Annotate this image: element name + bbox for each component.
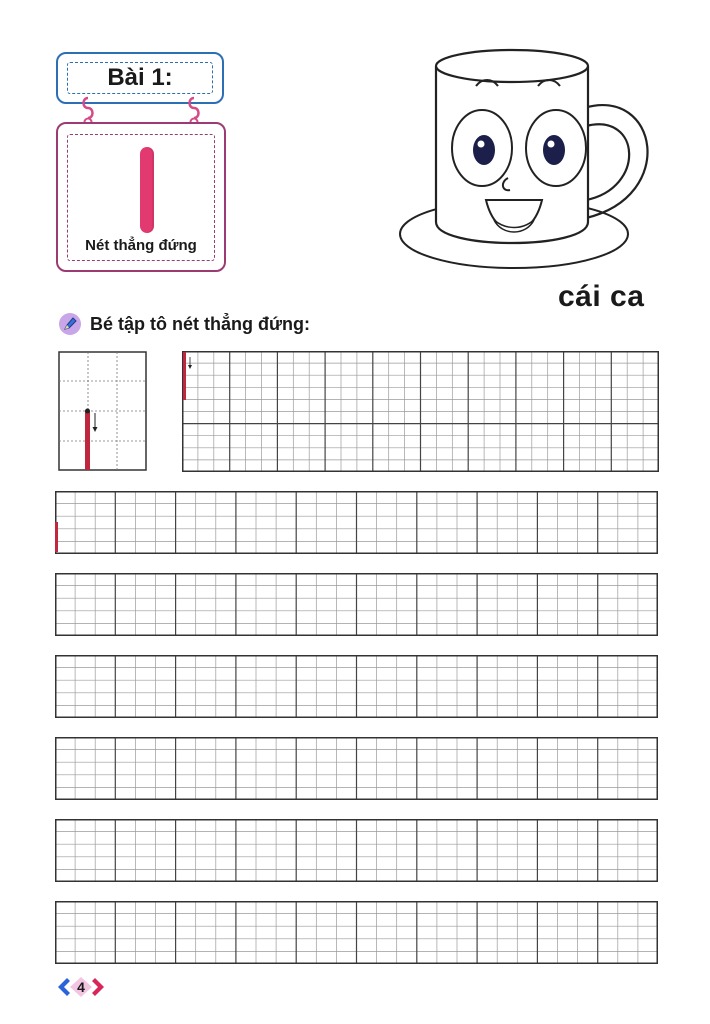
practice-grid-row xyxy=(55,655,658,718)
lesson-title: Bài 1: xyxy=(67,62,213,94)
pencil-icon xyxy=(58,312,82,336)
guide-stroke xyxy=(55,522,58,552)
practice-grid-row xyxy=(55,819,658,882)
stroke-card xyxy=(56,122,226,272)
practice-grid-top xyxy=(182,351,659,472)
vertical-stroke-sample xyxy=(140,147,154,233)
page-number: 4 xyxy=(77,979,85,995)
practice-grid-row xyxy=(55,573,658,636)
example-grid xyxy=(58,351,147,471)
stroke-name: Nét thẳng đứng xyxy=(85,237,197,254)
instruction xyxy=(58,312,310,336)
picture-word: cái ca xyxy=(558,280,645,313)
page-number-badge xyxy=(56,976,106,998)
practice-grid-row xyxy=(55,737,658,800)
instruction-text: Bé tập tô nét thẳng đứng: xyxy=(90,313,311,334)
cup-face-icon xyxy=(396,46,666,278)
practice-grid-row xyxy=(55,491,658,554)
practice-grid-row xyxy=(55,901,658,964)
guide-stroke xyxy=(183,352,186,400)
